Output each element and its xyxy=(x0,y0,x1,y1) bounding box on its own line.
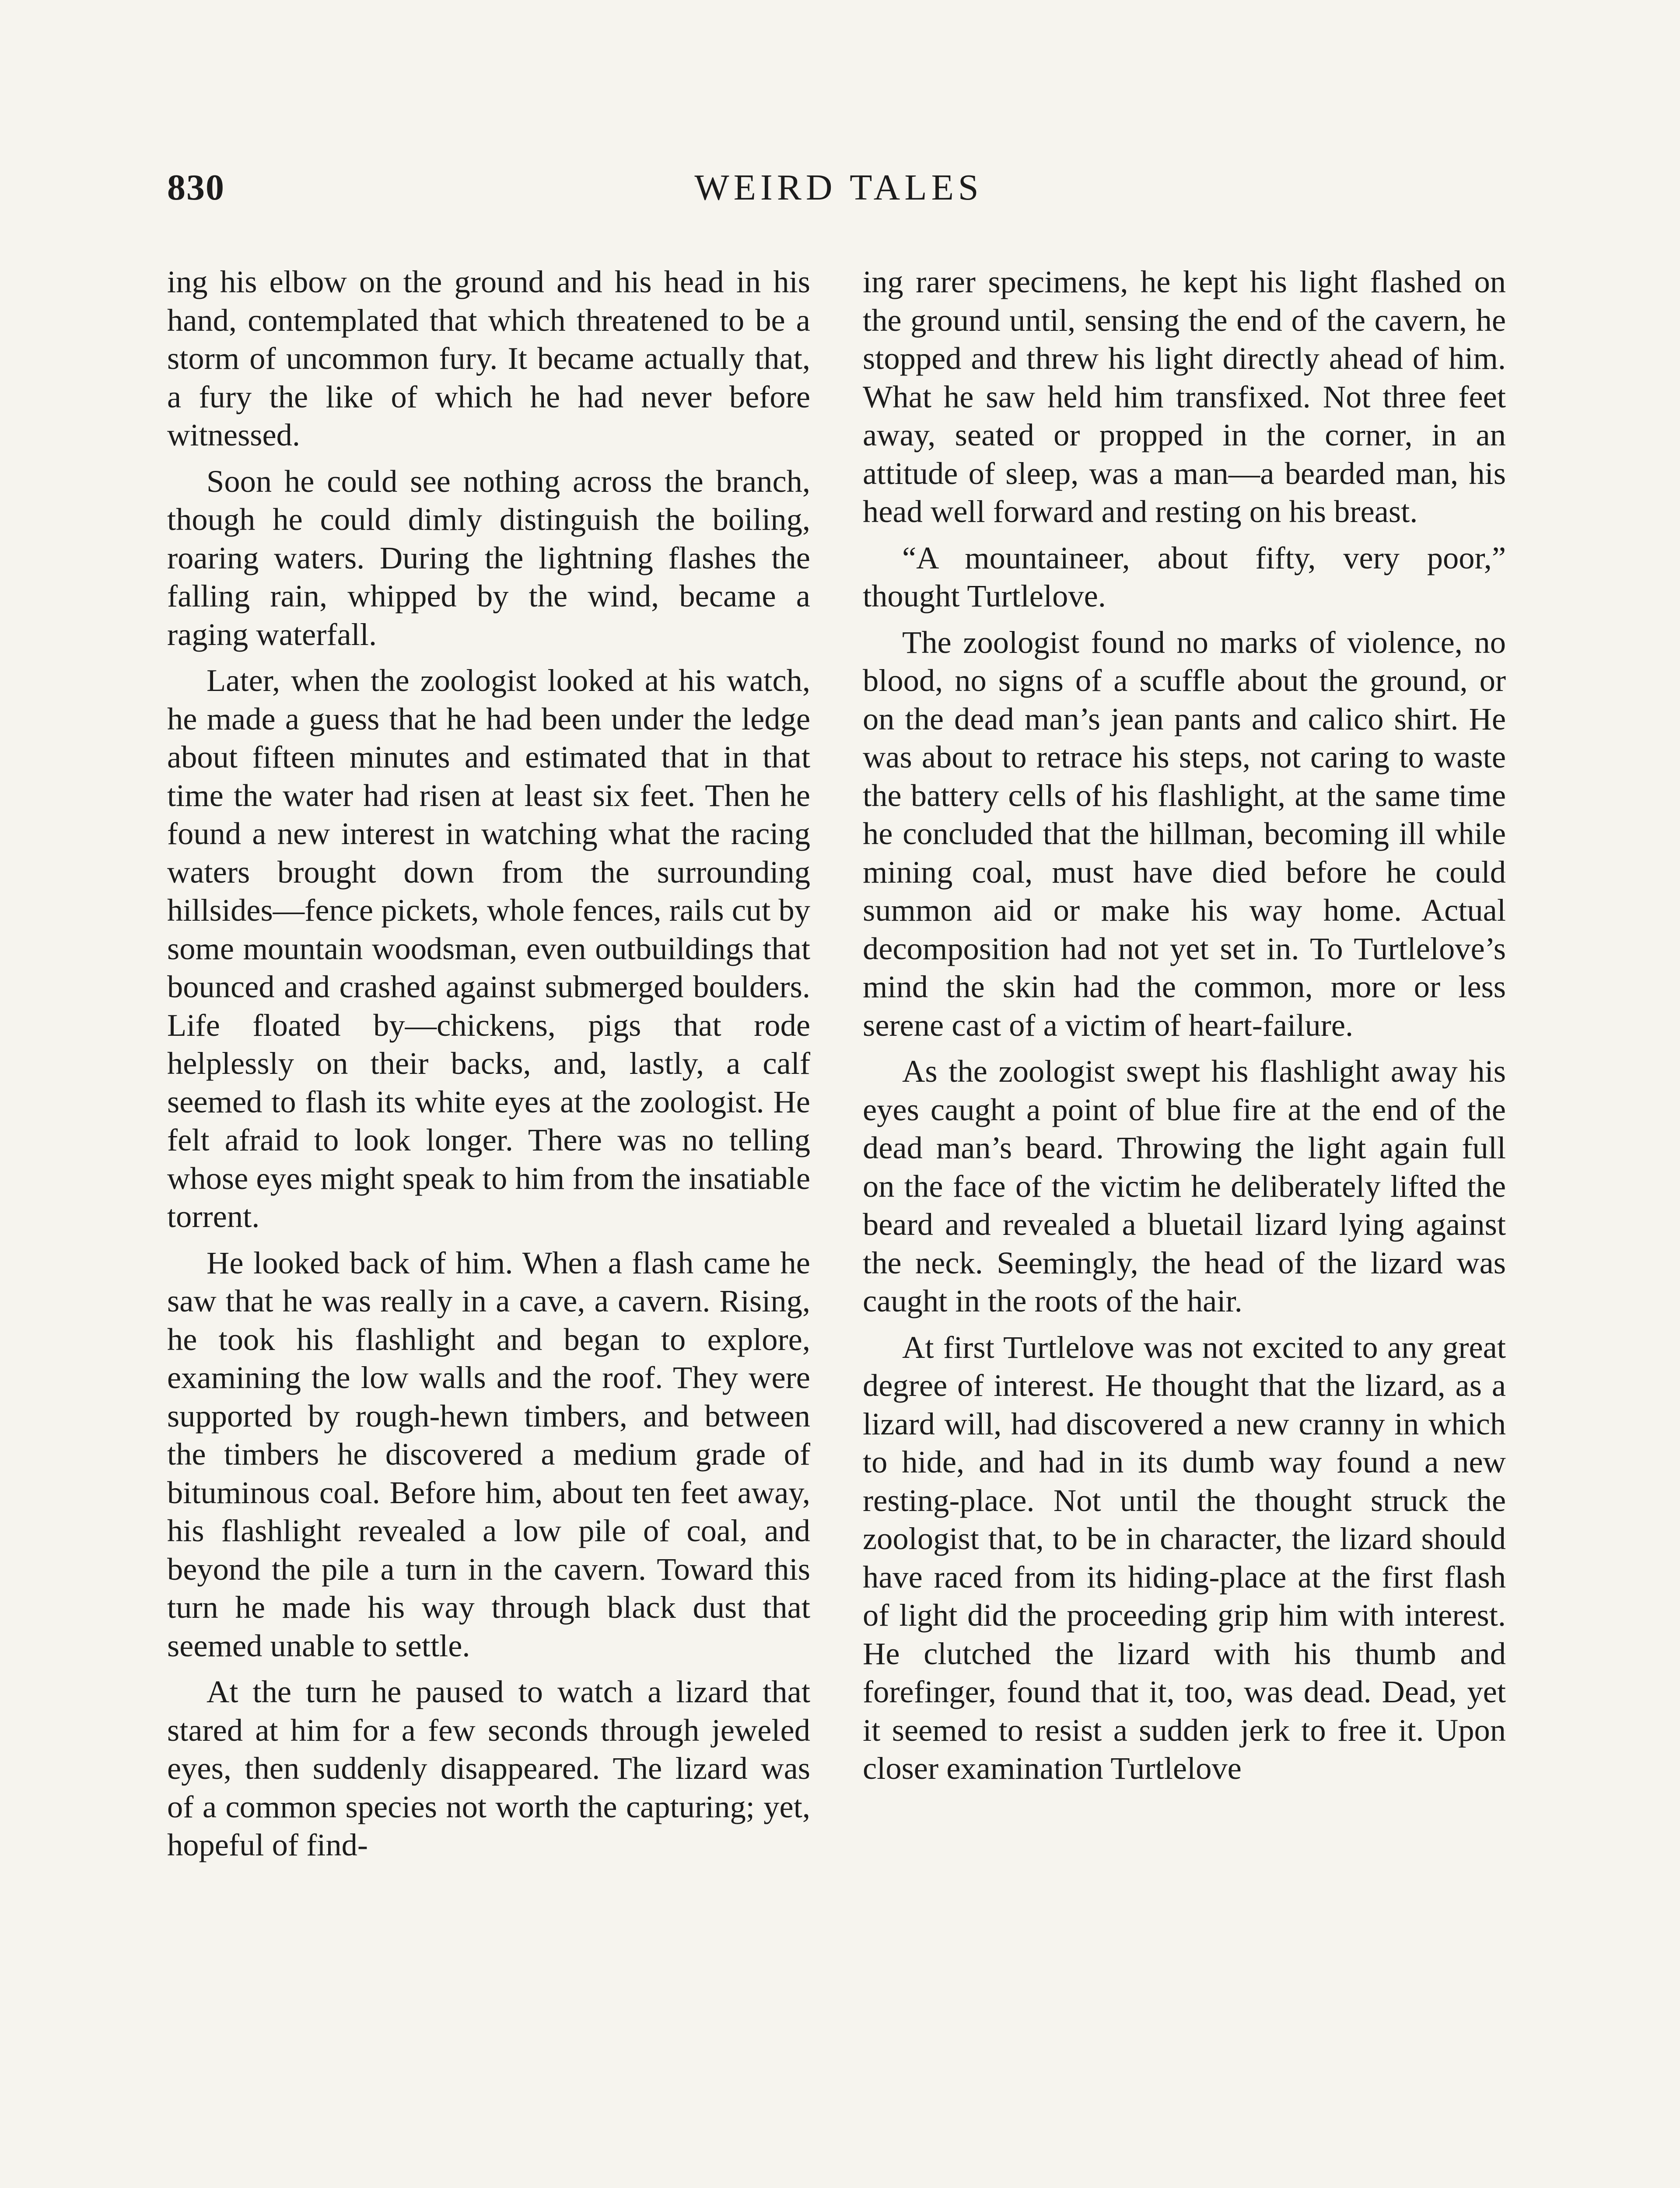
paragraph: “A mountaineer, about fifty, very poor,” thought Turtlelove. xyxy=(863,540,1506,614)
paragraph: As the zoologist swept his flashlight away his eyes caught a point of blue fire at the end of the dead man’s beard. Throwing the light again full on the face of the victim he deliberately lifted the beard and revealed a bluetail lizard lying against the neck. Seemingly, the head of the lizard was caught in the roots of the hair. xyxy=(863,1053,1506,1318)
paragraph: ing rarer specimens, he kept his light flashed on the ground until, sensing the end of the cavern, he stopped and threw his light directly ahead of him. What he saw held him transfixed. Not three feet away, seated or propped in the corner, in an attitude of sleep, was a man—a bearded man, his head well forward and resting on his breast. xyxy=(863,264,1506,529)
left-column xyxy=(167,263,810,1872)
paragraph: At the turn he paused to watch a lizard that stared at him for a few seconds through jeweled eyes, then suddenly disappeared. The lizard was of a common species not worth the capturing; yet, hopeful of find- xyxy=(167,1674,810,1862)
paragraph: At first Turtlelove was not excited to any great degree of interest. He thought that the lizard, as a lizard will, had discovered a new cranny in which to hide, and had in its dumb way found a new resting-place. Not until the thought struck the zoologist that, to be in character, the lizard should have raced from its hiding-place at the first flash of light did the proceeding grip him with interest. He clutched the lizard with his thumb and forefinger, found that it, too, was dead. Dead, yet it seemed to resist a sudden jerk to free it. Upon closer examination Turtlelove xyxy=(863,1329,1506,1786)
paragraph: The zoologist found no marks of violence, no blood, no signs of a scuffle about the ground, or on the dead man’s jean pants and calico shirt. He was about to retrace his steps, not caring to waste the battery cells of his flashlight, at the same time he concluded that the hillman, becoming ill while mining coal, must have died before he could summon aid or make his way home. Actual decomposition had not yet set in. To Turtlelove’s mind the skin had the common, more or less serene cast of a victim of heart-failure. xyxy=(863,624,1506,1043)
running-head: WEIRD TALES xyxy=(694,167,983,208)
right-column xyxy=(863,263,1506,1795)
paragraph: He looked back of him. When a flash came he saw that he was really in a cave, a cavern. Rising, he took his flashlight and began to explore, examining the low walls and the roof. They were supported by rough-hewn timbers, and between the timbers he discovered a medium grade of bituminous coal. Before him, about ten feet away, his flashlight revealed a low pile of coal, and beyond the pile a turn in the cavern. Toward this turn he made his way through black dust that seemed unable to settle. xyxy=(167,1245,810,1663)
paragraph: Soon he could see nothing across the branch, though he could dimly distinguish the boiling, roaring waters. During the lightning flashes the falling rain, whipped by the wind, became a raging waterfall. xyxy=(167,463,810,652)
page-number: 830 xyxy=(167,167,225,208)
paragraph: Later, when the zoologist looked at his watch, he made a guess that he had been under the ledge about fifteen minutes and estimated that in that time the water had risen at least six feet. Then he found a new interest in watching what the racing waters brought down from the surrounding hillsides—fence pickets, whole fences, rails cut by some mountain woodsman, even outbuildings that bounced and crashed against submerged boulders. Life floated by—chickens, pigs that rode helplessly on their backs, and, lastly, a calf seemed to flash its white eyes at the zoologist. He felt afraid to look longer. There was no telling whose eyes might speak to him from the insatiable torrent. xyxy=(167,663,810,1234)
paragraph: ing his elbow on the ground and his head in his hand, contemplated that which threatened to be a storm of uncommon fury. It became actually that, a fury the like of which he had never before witnessed. xyxy=(167,264,810,452)
page-header xyxy=(167,166,1510,219)
